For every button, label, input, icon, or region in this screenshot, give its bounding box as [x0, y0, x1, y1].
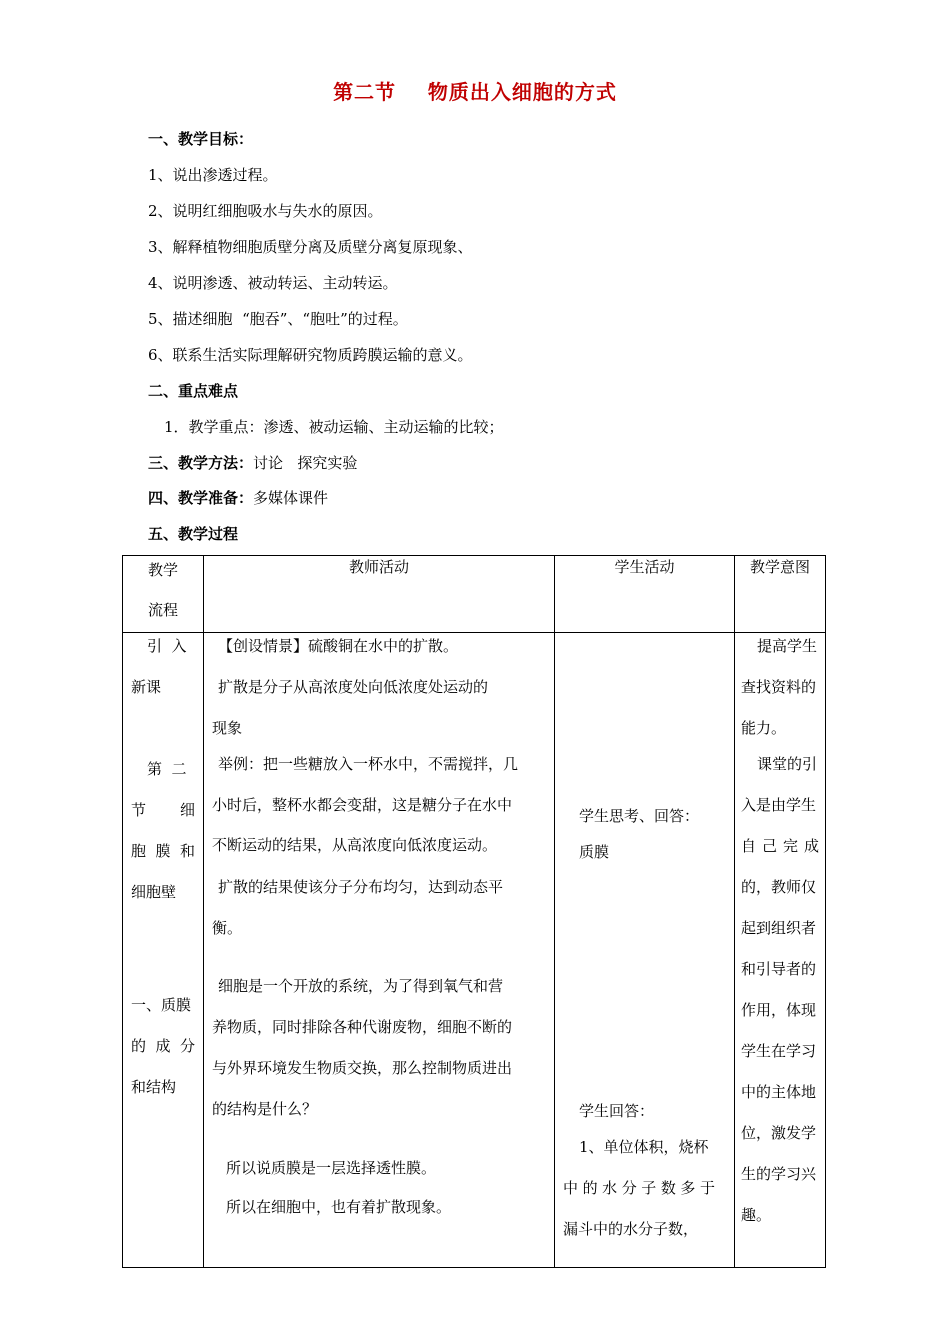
prep-line: 四、教学准备：多媒体课件	[148, 489, 329, 507]
teacher-text: 细胞是一个开放的系统，为了得到氧气和营	[218, 977, 504, 995]
goal-item: 2、说明红细胞吸水与失水的原因。	[148, 202, 383, 220]
teacher-text: 举例：把一些糖放入一杯水中，不需搅拌，几	[218, 755, 519, 773]
header-intent: 教学意图	[735, 556, 826, 633]
teacher-text: 扩散是分子从高浓度处向低浓度处运动的	[218, 678, 489, 696]
flow-text: 一、质膜	[131, 996, 192, 1014]
teacher-cell	[204, 633, 555, 1268]
flow-text: 细胞壁	[131, 883, 177, 901]
intent-text: 生的学习兴	[741, 1165, 817, 1183]
intent-text: 的，教师仅	[741, 878, 817, 896]
teacher-text: 【创设情景】硫酸铜在水中的扩散。	[218, 637, 459, 655]
student-text: 1、单位体积，烧杯	[579, 1138, 709, 1156]
teacher-text: 养物质，同时排除各种代谢废物，细胞不断的	[212, 1018, 513, 1036]
header-flow: 教学 流程	[123, 556, 204, 633]
intent-cell	[735, 633, 826, 1268]
student-text: 学生思考、回答：	[579, 807, 700, 825]
intent-text: 学生在学习	[741, 1042, 817, 1060]
intent-text: 能力。	[741, 719, 787, 737]
teacher-text: 现象	[212, 719, 243, 737]
intent-text: 趣。	[741, 1206, 772, 1224]
flow-text: 胞 膜 和	[131, 842, 195, 860]
student-cell	[555, 633, 735, 1268]
method-line: 三、教学方法：讨论 探究实验	[148, 454, 358, 472]
flow-text: 和结构	[131, 1078, 177, 1096]
intent-text: 作用，体现	[741, 1001, 817, 1019]
teacher-text: 扩散的结果使该分子分布均匀，达到动态平	[218, 878, 504, 896]
flow-text: 第 二	[147, 760, 187, 778]
intent-text: 起到组织者	[741, 919, 817, 937]
teacher-text: 所以在细胞中，也有着扩散现象。	[226, 1198, 452, 1216]
student-text: 质膜	[579, 843, 610, 861]
student-text: 中的水分子数多于	[563, 1179, 715, 1197]
intent-text: 课堂的引	[757, 755, 818, 773]
intent-text: 和引导者的	[741, 960, 817, 978]
header-student: 学生活动	[555, 556, 735, 633]
teacher-text: 的结构是什么？	[212, 1100, 318, 1118]
goals-heading: 一、教学目标：	[148, 130, 254, 148]
key-heading: 二、重点难点	[148, 382, 239, 400]
intent-text: 自 己 完 成	[741, 837, 819, 855]
intent-text: 提高学生	[757, 637, 818, 655]
table-header-row	[123, 556, 826, 633]
flow-text: 新课	[131, 678, 162, 696]
intent-text: 入是由学生	[741, 796, 817, 814]
intent-text: 位，激发学	[741, 1124, 817, 1142]
process-table	[122, 555, 826, 1268]
teacher-text: 不断运动的结果，从高浓度向低浓度运动。	[212, 836, 498, 854]
teacher-text: 衡。	[212, 919, 243, 937]
intent-text: 中的主体地	[741, 1083, 817, 1101]
teacher-text: 小时后，整杯水都会变甜，这是糖分子在水中	[212, 796, 513, 814]
teacher-text: 所以说质膜是一层选择透性膜。	[226, 1159, 437, 1177]
goal-item: 6、联系生活实际理解研究物质跨膜运输的意义。	[148, 346, 473, 364]
goal-item: 3、解释植物细胞质壁分离及质壁分离复原现象、	[148, 238, 473, 256]
goal-item: 1、说出渗透过程。	[148, 166, 278, 184]
flow-text: 的 成 分	[131, 1037, 195, 1055]
flow-text: 节 细	[131, 801, 195, 819]
student-text: 学生回答：	[579, 1102, 655, 1120]
page-title: 第二节 物质出入细胞的方式	[333, 80, 617, 104]
goal-item: 4、说明渗透、被动转运、主动转运。	[148, 274, 398, 292]
header-teacher: 教师活动	[204, 556, 555, 633]
goal-item: 5、描述细胞 “胞吞”、“胞吐”的过程。	[148, 310, 408, 328]
table-row	[123, 633, 826, 1268]
process-heading: 五、教学过程	[148, 525, 239, 543]
intent-text: 查找资料的	[741, 678, 817, 696]
key-point: 1．教学重点：渗透、被动运输、主动运输的比较；	[164, 418, 504, 436]
teacher-text: 与外界环境发生物质交换，那么控制物质进出	[212, 1059, 513, 1077]
flow-cell	[123, 633, 204, 1268]
student-text: 漏斗中的水分子数，	[563, 1220, 699, 1238]
flow-text: 引 入	[147, 637, 187, 655]
